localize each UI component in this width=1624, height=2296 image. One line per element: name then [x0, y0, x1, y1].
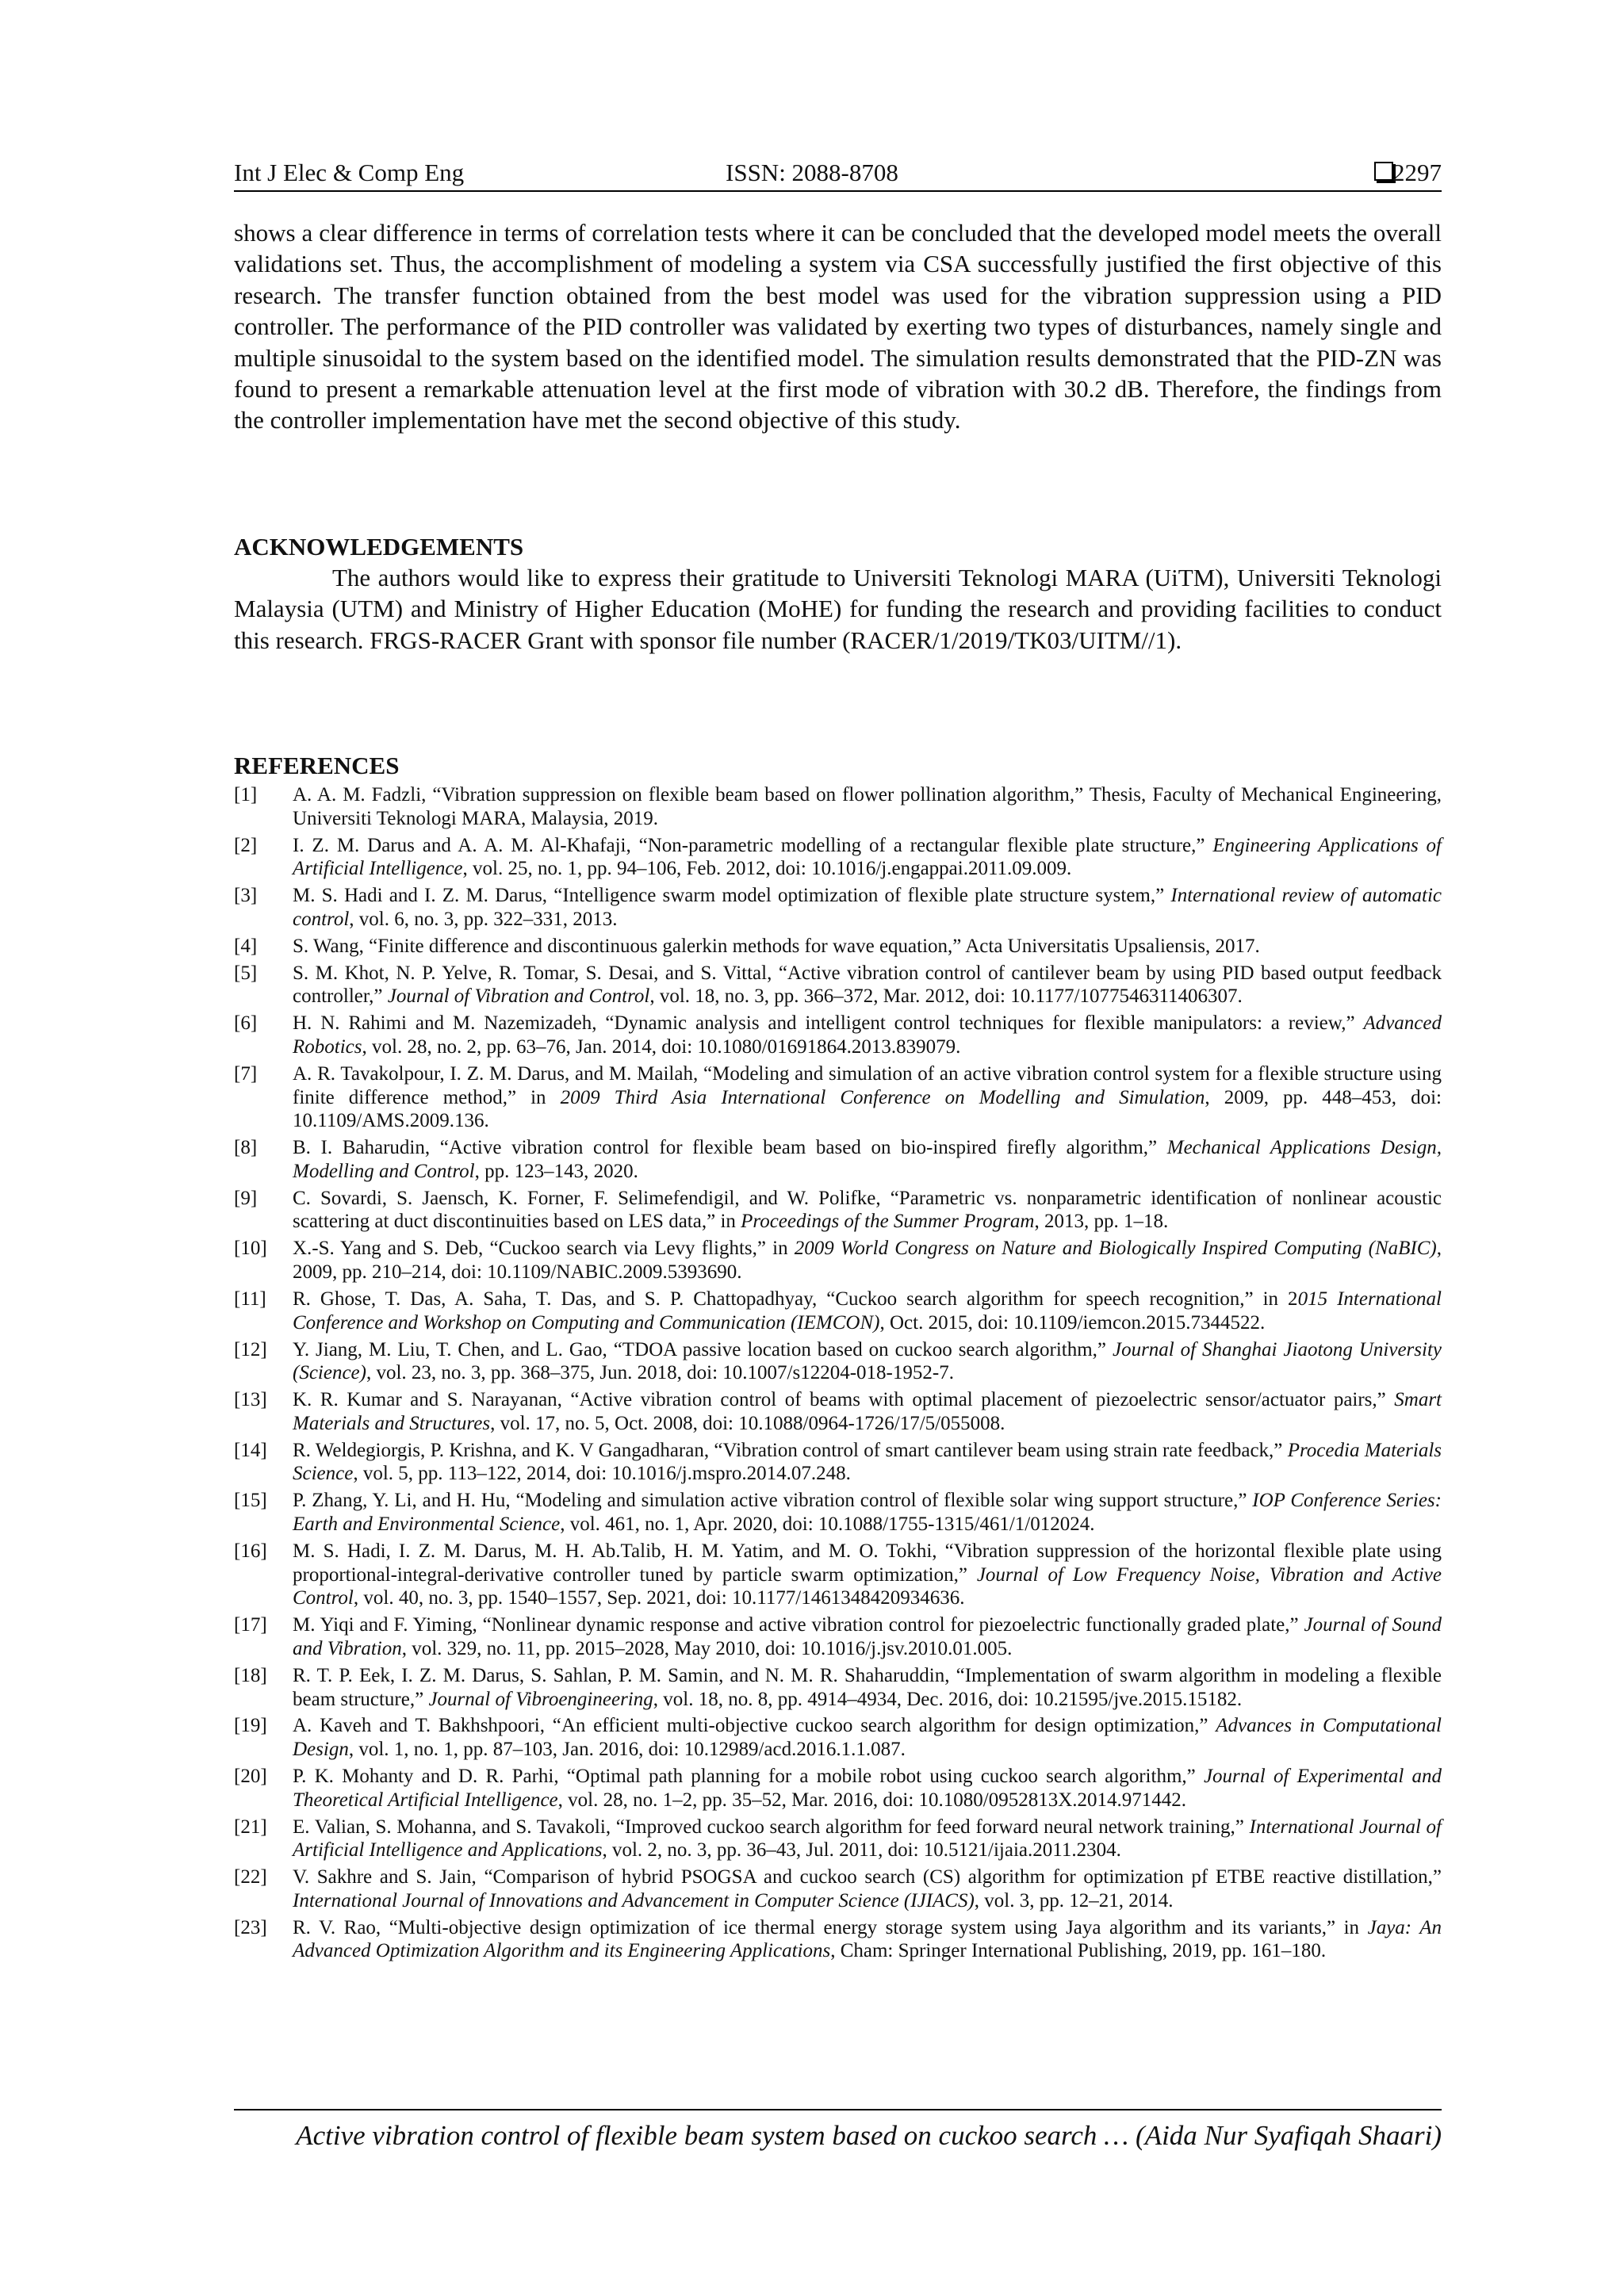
reference-details: , vol. 23, no. 3, pp. 368–375, Jun. 2018, doi: 10.1007/s12204-018-1952-7.: [366, 1362, 954, 1384]
reference-source: Smart Materials and Structures: [293, 1389, 1442, 1434]
reference-source: Journal of Vibroengineering: [428, 1688, 653, 1710]
reference-text: C. Sovardi, S. Jaensch, K. Forner, F. Selimefendigil, and W. Polifke, “Parametric vs. nonparametric identification of nonlinear acoustic scattering at duct discontinuities based on LES data,” in: [293, 1187, 1442, 1233]
reference-item: [234, 1816, 1442, 1862]
reference-number: [5]: [234, 962, 258, 984]
reference-item: [234, 1714, 1442, 1761]
reference-source: Advanced Robotics: [293, 1012, 1442, 1058]
reference-details: , vol. 1, no. 1, pp. 87–103, Jan. 2016, doi: 10.12989/acd.2016.1.1.087.: [348, 1739, 906, 1761]
reference-item: [234, 1388, 1442, 1435]
reference-number: [4]: [234, 935, 258, 957]
square-icon: [1374, 162, 1393, 181]
page-footer: [234, 2109, 1442, 2151]
reference-item: [234, 1062, 1442, 1133]
reference-number: [9]: [234, 1187, 258, 1209]
reference-number: [12]: [234, 1338, 267, 1360]
reference-source: IOP Conference Series: Earth and Environmental Science: [293, 1490, 1442, 1536]
reference-source: International Journal of Innovations and Advancement in Computer Science (IJIACS): [293, 1889, 975, 1911]
reference-text: X.-S. Yang and S. Deb, “Cuckoo search via Levy flights,” in: [293, 1238, 795, 1260]
reference-item: [234, 1136, 1442, 1183]
reference-source: Jaya: An Advanced Optimization Algorithm and its Engineering Applications: [293, 1916, 1442, 1962]
reference-source: 2009 Third Asia International Conference on Modelling and Simulation: [560, 1086, 1205, 1108]
reference-text: P. K. Mohanty and D. R. Parhi, “Optimal path planning for a mobile robot using cuckoo search algorithm,”: [293, 1765, 1204, 1787]
reference-item: [234, 1439, 1442, 1486]
reference-number: [8]: [234, 1137, 258, 1159]
journal-name: Int J Elec & Comp Eng: [234, 159, 465, 186]
reference-text: S. M. Khot, N. P. Yelve, R. Tomar, S. Desai, and S. Vittal, “Active vibration control of cantilever beam by using PID based output feedback controller,”: [293, 962, 1442, 1008]
acknowledgements-text: The authors would like to express their gratitude to Universiti Teknologi MARA (UiTM), Universiti Teknologi Malaysia (UTM) and Ministry of Higher Education (MoHE) for funding the research and providing facilities to conduct this research. FRGS-RACER Grant with sponsor file number (RACER/1/2019/TK03/UITM//1).: [234, 564, 1442, 654]
reference-number: [13]: [234, 1389, 267, 1411]
reference-item: [234, 834, 1442, 881]
reference-text: M. S. Hadi and I. Z. M. Darus, “Intelligence swarm model optimization of flexible plate structure system,”: [293, 885, 1171, 907]
reference-details: , Cham: Springer International Publishing, 2019, pp. 161–180.: [830, 1940, 1327, 1962]
reference-item: [234, 1765, 1442, 1812]
reference-item: [234, 1866, 1442, 1912]
reference-source: Proceedings of the Summer Program: [741, 1211, 1035, 1233]
reference-details: , vol. 329, no. 11, pp. 2015–2028, May 2010, doi: 10.1016/j.jsv.2010.01.005.: [401, 1637, 1013, 1659]
reference-item: [234, 884, 1442, 931]
issn: ISSN: 2088-8708: [726, 159, 898, 186]
reference-item: [234, 1288, 1442, 1334]
reference-details: , 2013, pp. 1–18.: [1034, 1211, 1169, 1233]
reference-text: V. Sakhre and S. Jain, “Comparison of hybrid PSOGSA and cuckoo search (CS) algorithm for optimization pf ETBE reactive distillation,”: [293, 1866, 1442, 1888]
reference-item: [234, 783, 1442, 830]
reference-number: [16]: [234, 1540, 267, 1562]
reference-text: H. N. Rahimi and M. Nazemizadeh, “Dynamic analysis and intelligent control techniques for flexible manipulators: a review,”: [293, 1012, 1364, 1035]
reference-number: [2]: [234, 834, 258, 856]
reference-details: , vol. 40, no. 3, pp. 1540–1557, Sep. 2021, doi: 10.1177/1461348420934636.: [353, 1587, 965, 1609]
reference-number: [7]: [234, 1062, 258, 1085]
reference-details: , vol. 18, no. 3, pp. 366–372, Mar. 2012, doi: 10.1177/1077546311406307.: [649, 985, 1243, 1008]
reference-number: [19]: [234, 1715, 267, 1737]
reference-text: A. Kaveh and T. Bakhshpoori, “An efficient multi-objective cuckoo search algorithm for design optimization,”: [293, 1715, 1216, 1737]
reference-source: Advances in Computational Design: [293, 1715, 1442, 1761]
references-heading: REFERENCES: [234, 752, 400, 779]
reference-number: [18]: [234, 1664, 267, 1686]
reference-details: , vol. 25, no. 1, pp. 94–106, Feb. 2012, doi: 10.1016/j.engappai.2011.09.009.: [462, 858, 1072, 880]
reference-source: Engineering Applications of Artificial Intelligence: [293, 834, 1442, 880]
reference-details: , Oct. 2015, doi: 10.1109/iemcon.2015.7344522.: [879, 1311, 1266, 1334]
reference-item: [234, 1187, 1442, 1234]
reference-details: , vol. 17, no. 5, Oct. 2008, doi: 10.1088/0964-1726/17/5/055008.: [490, 1412, 1005, 1434]
reference-details: , 2009, pp. 448–453, doi: 10.1109/AMS.2009.136.: [293, 1086, 1442, 1132]
reference-number: [22]: [234, 1866, 267, 1888]
reference-text: R. T. P. Eek, I. Z. M. Darus, S. Sahlan, P. M. Samin, and N. M. R. Shaharuddin, “Implementation of swarm algorithm in modeling a flexible beam structure,”: [293, 1664, 1442, 1710]
reference-item: [234, 1012, 1442, 1058]
reference-source: Journal of Vibration and Control: [387, 985, 650, 1008]
reference-details: , vol. 18, no. 8, pp. 4914–4934, Dec. 2016, doi: 10.21595/jve.2015.15182.: [653, 1688, 1243, 1710]
reference-source: Journal of Sound and Vibration: [293, 1614, 1442, 1659]
reference-source: Mechanical Applications Design, Modelling and Control: [293, 1137, 1442, 1182]
reference-number: [11]: [234, 1288, 266, 1310]
reference-details: , vol. 28, no. 1–2, pp. 35–52, Mar. 2016, doi: 10.1080/0952813X.2014.971442.: [557, 1789, 1187, 1811]
reference-source: Journal of Shanghai Jiaotong University (Science): [293, 1338, 1442, 1384]
reference-details: , vol. 2, no. 3, pp. 36–43, Jul. 2011, doi: 10.5121/ijaia.2011.2304.: [602, 1839, 1121, 1862]
reference-text: S. Wang, “Finite difference and discontinuous galerkin methods for wave equation,” Acta Universitatis Upsaliensis, 2017.: [293, 935, 1260, 957]
reference-number: [14]: [234, 1439, 267, 1461]
reference-source: 2009 World Congress on Nature and Biologically Inspired Computing (NaBIC): [794, 1238, 1437, 1260]
reference-text: K. R. Kumar and S. Narayanan, “Active vibration control of beams with optimal placement of piezoelectric sensor/actuator pairs,”: [293, 1389, 1395, 1411]
reference-details: , pp. 123–143, 2020.: [474, 1160, 638, 1182]
reference-item: [234, 935, 1442, 959]
reference-source: Procedia Materials Science: [293, 1439, 1442, 1485]
reference-number: [20]: [234, 1765, 267, 1787]
body-paragraph: shows a clear difference in terms of correlation tests where it can be concluded that the developed model meets the overall validations set. Thus, the accomplishment of modeling a system via CSA successfully justified the first objective of this research. The transfer function obtained from the best model was used for the vibration suppression using a PID controller. The performance of the PID controller was validated by exerting two types of disturbances, namely single and multiple sinusoidal to the system based on the identified model. The simulation results demonstrated that the PID-ZN was found to present a remarkable attenuation level at the first mode of vibration with 30.2 dB. Therefore, the findings from the controller implementation have met the second objective of this study.: [234, 219, 1442, 434]
reference-text: M. S. Hadi, I. Z. M. Darus, M. H. Ab.Talib, H. M. Yatim, and M. O. Tokhi, “Vibration suppression of the horizontal flexible plate using proportional-integral-derivative controller tuned by particle swarm optimization,”: [293, 1540, 1442, 1586]
reference-item: [234, 1916, 1442, 1963]
reference-item: [234, 1237, 1442, 1284]
reference-item: [234, 1613, 1442, 1660]
reference-details: , 2009, pp. 210–214, doi: 10.1109/NABIC.2009.5393690.: [293, 1238, 1442, 1284]
reference-item: [234, 1489, 1442, 1536]
page-number: 2297: [1392, 159, 1442, 186]
reference-number: [10]: [234, 1238, 267, 1260]
reference-details: , vol. 3, pp. 12–21, 2014.: [974, 1889, 1174, 1911]
reference-text: A. A. M. Fadzli, “Vibration suppression on flexible beam based on flower pollination algorithm,” Thesis, Faculty of Mechanical Engineering, Universiti Teknologi MARA, Malaysia, 2019.: [293, 784, 1442, 829]
reference-source: Journal of Low Frequency Noise, Vibration and Active Control: [293, 1563, 1442, 1609]
reference-text: A. R. Tavakolpour, I. Z. M. Darus, and M. Mailah, “Modeling and simulation of an active vibration control system for a flexible structure using finite difference method,” in: [293, 1062, 1442, 1108]
reference-number: [15]: [234, 1490, 267, 1512]
reference-source: Journal of Experimental and Theoretical Artificial Intelligence: [293, 1765, 1442, 1811]
reference-text: R. V. Rao, “Multi-objective design optimization of ice thermal energy storage system using Jaya algorithm and its variants,” in: [293, 1916, 1368, 1938]
reference-list: [234, 783, 1442, 1966]
reference-text: R. Weldegiorgis, P. Krishna, and K. V Gangadharan, “Vibration control of smart cantilever beam using strain rate feedback,”: [293, 1439, 1288, 1461]
reference-number: [23]: [234, 1916, 267, 1938]
reference-number: [6]: [234, 1012, 258, 1035]
reference-text: I. Z. M. Darus and A. A. M. Al-Khafaji, “Non-parametric modelling of a rectangular flexible plate structure,”: [293, 834, 1213, 856]
footer-text: Active vibration control of flexible beam system based on cuckoo search … (Aida Nur Syafiqah Shaari): [296, 2120, 1442, 2151]
page-header: [234, 155, 1442, 192]
reference-number: [17]: [234, 1614, 267, 1636]
reference-item: [234, 962, 1442, 1008]
reference-text: E. Valian, S. Mohanna, and S. Tavakoli, “Improved cuckoo search algorithm for feed forward neural network training,”: [293, 1816, 1250, 1838]
reference-source: International Journal of Artificial Intelligence and Applications: [293, 1816, 1442, 1862]
reference-item: [234, 1664, 1442, 1711]
reference-source: 015 International Conference and Workshop on Computing and Communication (IEMCON): [293, 1288, 1442, 1334]
acknowledgements-heading: ACKNOWLEDGEMENTS: [234, 533, 524, 561]
reference-item: [234, 1540, 1442, 1610]
reference-number: [1]: [234, 784, 258, 806]
reference-details: , vol. 5, pp. 113–122, 2014, doi: 10.1016/j.mspro.2014.07.248.: [353, 1463, 851, 1485]
reference-details: , vol. 6, no. 3, pp. 322–331, 2013.: [349, 908, 618, 930]
reference-item: [234, 1338, 1442, 1385]
reference-number: [3]: [234, 885, 258, 907]
reference-details: , vol. 461, no. 1, Apr. 2020, doi: 10.1088/1755-1315/461/1/012024.: [560, 1513, 1095, 1536]
reference-source: International review of automatic control: [293, 885, 1442, 930]
reference-text: Y. Jiang, M. Liu, T. Chen, and L. Gao, “TDOA passive location based on cuckoo search algorithm,”: [293, 1338, 1113, 1360]
reference-number: [21]: [234, 1816, 267, 1838]
reference-text: R. Ghose, T. Das, A. Saha, T. Das, and S. P. Chattopadhyay, “Cuckoo search algorithm for speech recognition,” in 2: [293, 1288, 1298, 1310]
reference-text: M. Yiqi and F. Yiming, “Nonlinear dynamic response and active vibration control for piezoelectric functionally graded plate,”: [293, 1614, 1304, 1636]
reference-text: P. Zhang, Y. Li, and H. Hu, “Modeling and simulation active vibration control of flexible solar wing support structure,”: [293, 1490, 1253, 1512]
reference-details: , vol. 28, no. 2, pp. 63–76, Jan. 2014, doi: 10.1080/01691864.2013.839079.: [362, 1035, 961, 1058]
reference-text: B. I. Baharudin, “Active vibration control for flexible beam based on bio-inspired firefly algorithm,”: [293, 1137, 1167, 1159]
